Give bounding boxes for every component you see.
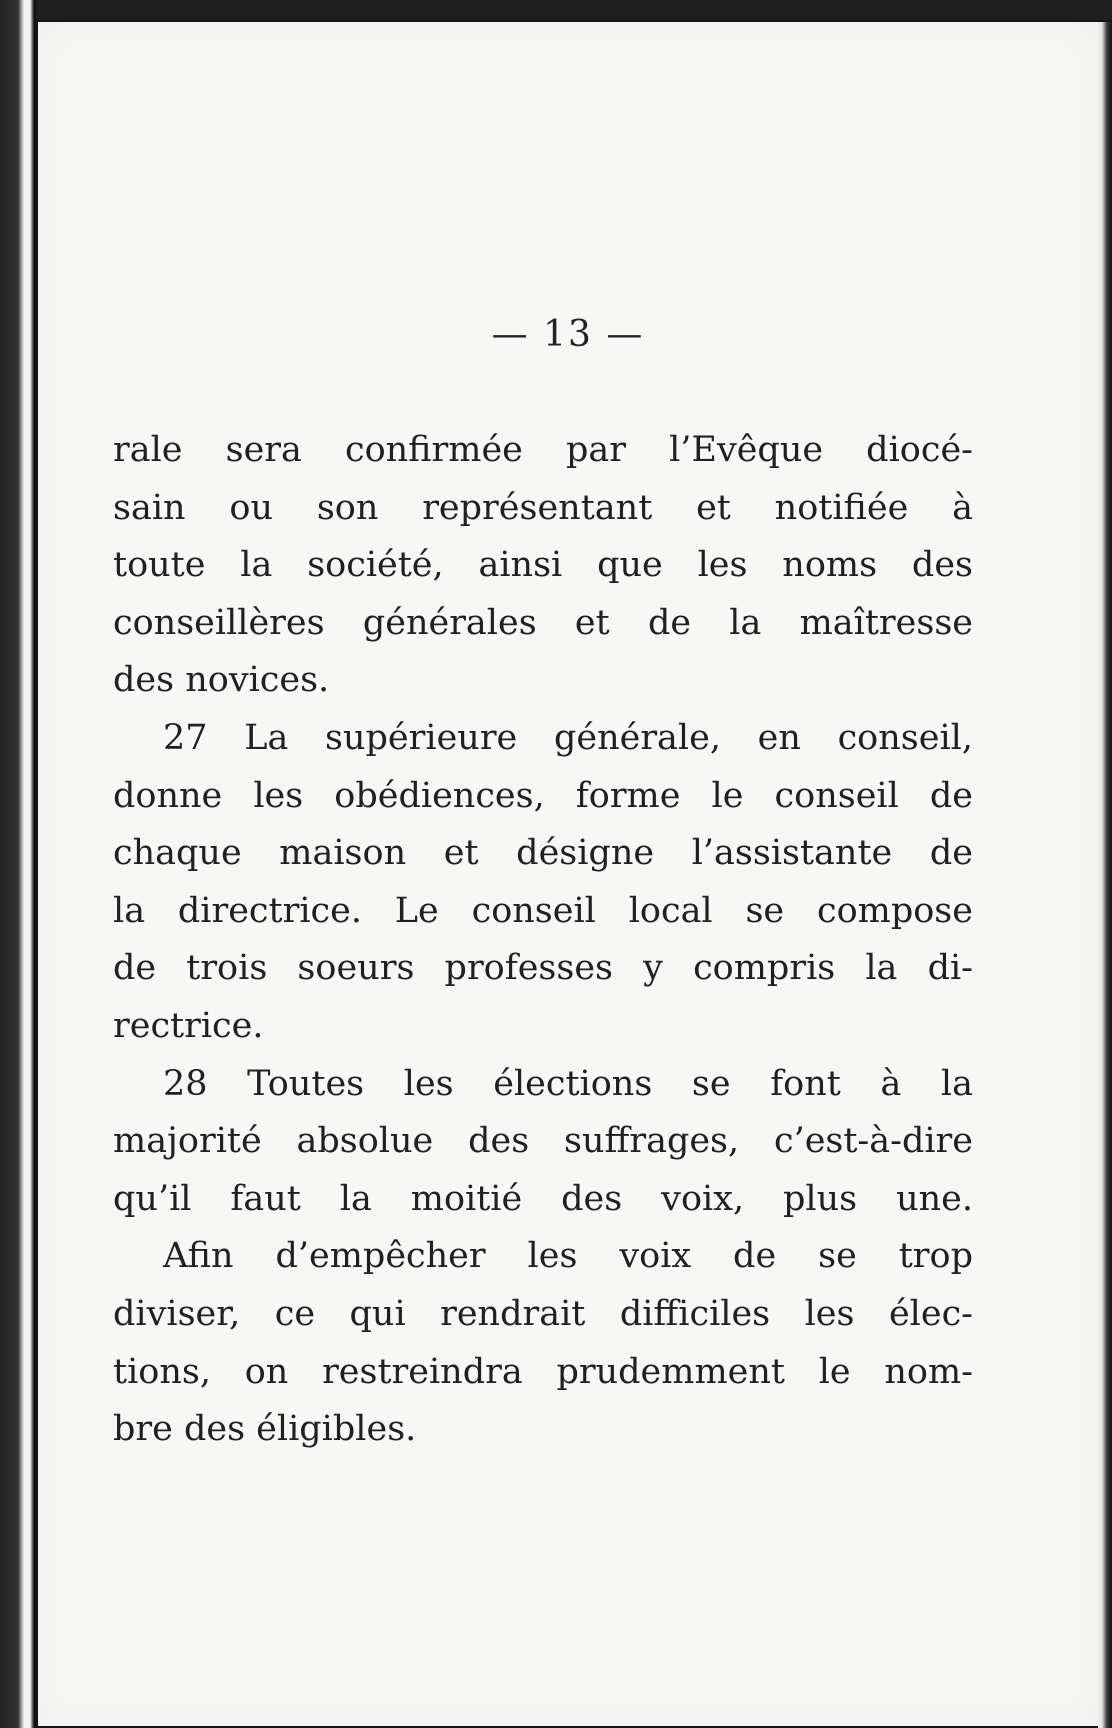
book-page (38, 22, 1098, 1726)
text-line: diviser, ce qui rendrait difficiles les élec- (113, 1293, 973, 1334)
text-line: qu’il faut la moitié des voix, plus une. (113, 1178, 973, 1219)
text-line: bre des éligibles. (113, 1409, 417, 1450)
body-text (113, 422, 973, 1459)
text-line: 28 Toutes les élections se font à la (163, 1063, 973, 1104)
text-line: 27 La supérieure générale, en conseil, (163, 717, 973, 758)
text-line: tions, on restreindra prudemment le nom- (113, 1351, 973, 1392)
text-line: chaque maison et désigne l’assistante de (113, 833, 973, 874)
text-line: donne les obédiences, forme le conseil de (113, 775, 973, 816)
page-number: — 13 — (491, 314, 645, 355)
scan-left-border (0, 0, 36, 1728)
scan-top-border (0, 0, 1112, 20)
text-line: rectrice. (113, 1005, 264, 1046)
text-line: rale sera confirmée par l’Evêque diocé- (113, 430, 973, 470)
text-line: toute la société, ainsi que les noms des (113, 545, 973, 586)
text-line: conseillères générales et de la maîtresse (113, 602, 973, 643)
text-line: la directrice. Le conseil local se compose (113, 890, 973, 931)
text-line: des novices. (113, 660, 330, 701)
text-line: sain ou son représentant et notifiée à (113, 487, 973, 528)
text-line: de trois soeurs professes y compris la di- (113, 948, 973, 989)
scan-right-border (1098, 22, 1112, 1728)
text-line: majorité absolue des suffrages, c’est-à-dire (113, 1121, 973, 1162)
text-line: Afin d’empêcher les voix de se trop (163, 1236, 973, 1277)
